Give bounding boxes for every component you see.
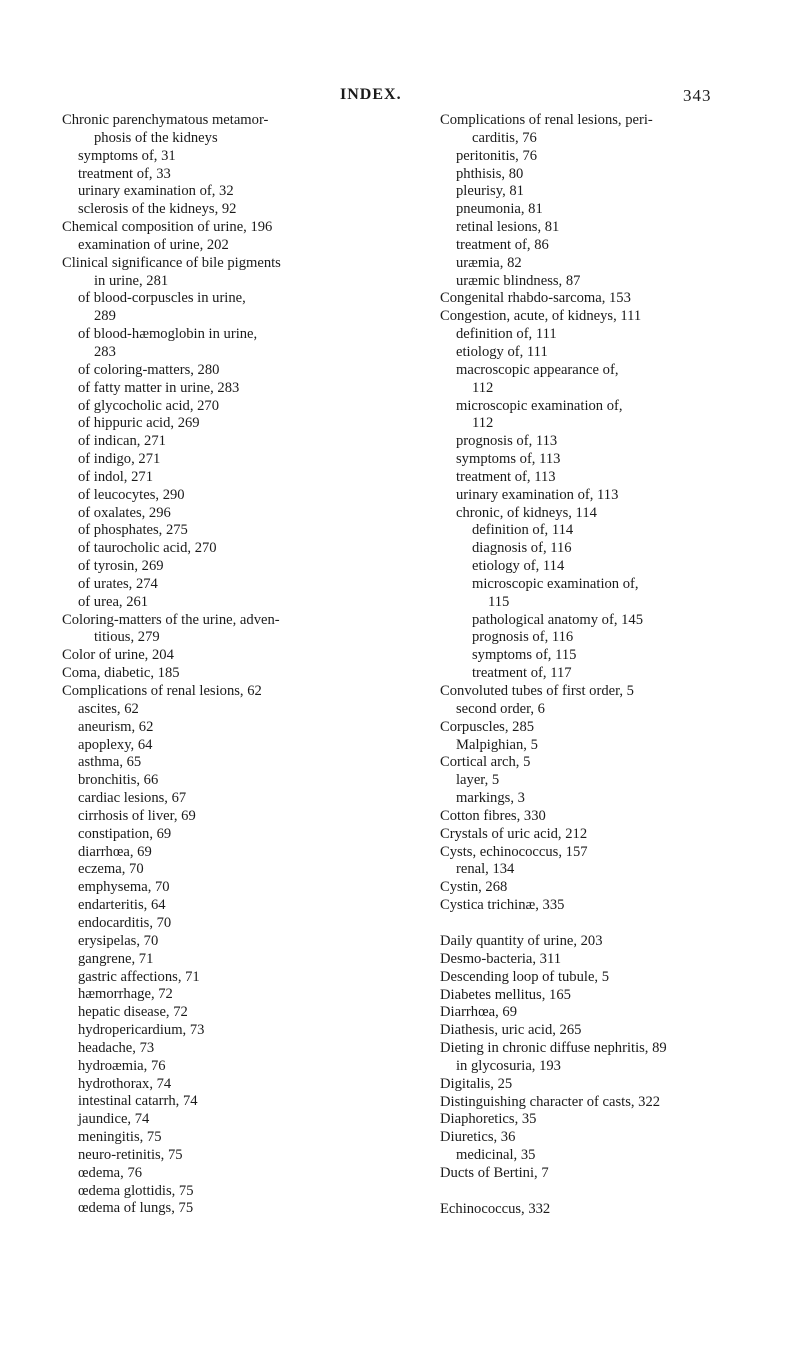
index-subentry: symptoms of, 115 bbox=[472, 647, 577, 664]
index-entry: Complications of renal lesions, peri- bbox=[440, 112, 653, 128]
index-subentry: cardiac lesions, 67 bbox=[78, 790, 187, 807]
index-subentry: gastric affections, 71 bbox=[78, 968, 200, 985]
index-subentry: prognosis of, 116 bbox=[472, 629, 574, 646]
index-subentry: pneumonia, 81 bbox=[456, 201, 543, 218]
index-subentry: of phosphates, 275 bbox=[78, 522, 188, 539]
index-subentry: Malpighian, 5 bbox=[456, 736, 538, 753]
index-subentry: pleurisy, 81 bbox=[456, 183, 524, 200]
index-entry: Congestion, acute, of kidneys, 111 bbox=[440, 308, 642, 325]
index-subentry: apoplexy, 64 bbox=[78, 736, 153, 753]
index-column-right bbox=[440, 112, 770, 1219]
index-subentry: treatment of, 113 bbox=[456, 468, 556, 485]
index-subentry: 283 bbox=[94, 343, 116, 360]
index-subentry: phosis of the kidneys bbox=[94, 129, 218, 146]
index-subentry: 289 bbox=[94, 308, 116, 325]
index-entry: Color of urine, 204 bbox=[62, 647, 174, 664]
index-subentry: asthma, 65 bbox=[78, 754, 142, 771]
index-subentry: intestinal catarrh, 74 bbox=[78, 1093, 198, 1110]
index-subentry: macroscopic appearance of, bbox=[456, 361, 619, 378]
index-subentry: constipation, 69 bbox=[78, 825, 172, 842]
index-subentry: treatment of, 86 bbox=[456, 236, 549, 253]
index-subentry: in glycosuria, 193 bbox=[456, 1057, 561, 1074]
index-entry: Complications of renal lesions, 62 bbox=[62, 683, 262, 699]
index-entry: Clinical significance of bile pigments bbox=[62, 254, 281, 271]
index-subentry: medicinal, 35 bbox=[456, 1147, 536, 1164]
index-section-gap bbox=[440, 915, 770, 933]
index-subentry: pathological anatomy of, 145 bbox=[472, 611, 644, 628]
index-subentry: jaundice, 74 bbox=[78, 1111, 150, 1128]
index-entry: Coloring-matters of the urine, adven- bbox=[62, 611, 280, 628]
index-subentry: 112 bbox=[472, 379, 494, 396]
index-subentry: titious, 279 bbox=[94, 629, 160, 646]
index-subentry: œdema, 76 bbox=[78, 1164, 143, 1181]
index-subentry: gangrene, 71 bbox=[78, 950, 154, 967]
index-subentry: hydroæmia, 76 bbox=[78, 1057, 166, 1074]
index-entry: Congenital rhabdo-sarcoma, 153 bbox=[440, 290, 631, 307]
index-entry: Diathesis, uric acid, 265 bbox=[440, 1022, 582, 1039]
index-entry: Diaphoretics, 35 bbox=[440, 1111, 537, 1128]
index-subentry: hepatic disease, 72 bbox=[78, 1004, 188, 1021]
index-subentry: urinary examination of, 32 bbox=[78, 183, 234, 200]
index-subentry: of blood-hæmoglobin in urine, bbox=[78, 326, 258, 343]
index-entry: Cortical arch, 5 bbox=[440, 754, 531, 771]
index-subentry: œdema of lungs, 75 bbox=[78, 1200, 194, 1217]
index-entry: Crystals of uric acid, 212 bbox=[440, 825, 588, 842]
index-entry: Dieting in chronic diffuse nephritis, 89 bbox=[440, 1040, 667, 1057]
index-subentry: of oxalates, 296 bbox=[78, 504, 171, 521]
index-subentry: of tyrosin, 269 bbox=[78, 558, 164, 575]
index-subentry: in urine, 281 bbox=[94, 272, 169, 289]
running-head-title: INDEX. bbox=[340, 86, 402, 103]
index-subentry: aneurism, 62 bbox=[78, 718, 154, 735]
index-subentry: endarteritis, 64 bbox=[78, 897, 166, 914]
index-subentry: markings, 3 bbox=[456, 790, 525, 807]
index-subentry: peritonitis, 76 bbox=[456, 147, 538, 164]
index-subentry: microscopic examination of, bbox=[456, 397, 623, 414]
index-subentry: uræmic blindness, 87 bbox=[456, 272, 581, 289]
index-subentry: bronchitis, 66 bbox=[78, 772, 159, 789]
index-subentry: of indigo, 271 bbox=[78, 451, 161, 468]
index-subentry: of glycocholic acid, 270 bbox=[78, 397, 220, 414]
index-entry: Chronic parenchymatous metamor- bbox=[62, 112, 269, 128]
index-subentry: of indol, 271 bbox=[78, 468, 153, 485]
index-subentry: of coloring-matters, 280 bbox=[78, 361, 220, 378]
index-subentry: treatment of, 117 bbox=[472, 665, 572, 682]
index-subentry: erysipelas, 70 bbox=[78, 932, 159, 949]
index-entry: Diarrhœa, 69 bbox=[440, 1004, 517, 1021]
index-subentry: prognosis of, 113 bbox=[456, 433, 558, 450]
index-subentry: renal, 134 bbox=[456, 861, 515, 878]
index-entry: Distinguishing character of casts, 322 bbox=[440, 1093, 661, 1110]
index-subentry: sclerosis of the kidneys, 92 bbox=[78, 201, 237, 218]
index-subentry: of blood-corpuscles in urine, bbox=[78, 290, 246, 307]
index-subentry: of hippuric acid, 269 bbox=[78, 415, 200, 432]
index-subentry: examination of urine, 202 bbox=[78, 236, 229, 253]
index-subentry: etiology of, 111 bbox=[456, 343, 548, 360]
index-subentry: hæmorrhage, 72 bbox=[78, 986, 173, 1003]
index-subentry: of fatty matter in urine, 283 bbox=[78, 379, 240, 396]
index-subentry: uræmia, 82 bbox=[456, 254, 522, 271]
index-subentry: of taurocholic acid, 270 bbox=[78, 540, 217, 557]
index-entry: Desmo-bacteria, 311 bbox=[440, 950, 562, 967]
index-subentry: endocarditis, 70 bbox=[78, 914, 172, 931]
index-subentry: treatment of, 33 bbox=[78, 165, 171, 182]
page-number: 343 bbox=[683, 86, 712, 105]
index-entry: Chemical composition of urine, 196 bbox=[62, 219, 273, 236]
index-entry: Descending loop of tubule, 5 bbox=[440, 968, 610, 985]
index-subentry: symptoms of, 31 bbox=[78, 147, 176, 164]
index-subentry: of leucocytes, 290 bbox=[78, 486, 185, 503]
index-subentry: œdema glottidis, 75 bbox=[78, 1182, 194, 1199]
index-entry: Digitalis, 25 bbox=[440, 1075, 513, 1092]
index-entry: Coma, diabetic, 185 bbox=[62, 665, 180, 682]
index-subentry: definition of, 111 bbox=[456, 326, 557, 343]
index-subentry: retinal lesions, 81 bbox=[456, 219, 560, 236]
index-subentry: etiology of, 114 bbox=[472, 558, 565, 575]
index-entry: Cystin, 268 bbox=[440, 879, 508, 896]
index-subentry: eczema, 70 bbox=[78, 861, 144, 878]
index-subentry: chronic, of kidneys, 114 bbox=[456, 504, 597, 521]
index-subentry: meningitis, 75 bbox=[78, 1129, 162, 1146]
index-subentry: layer, 5 bbox=[456, 772, 500, 789]
index-entry: Diuretics, 36 bbox=[440, 1129, 516, 1146]
index-subentry: diagnosis of, 116 bbox=[472, 540, 572, 557]
index-subentry: 115 bbox=[488, 593, 510, 610]
index-subentry: emphysema, 70 bbox=[78, 879, 170, 896]
index-subentry: hydropericardium, 73 bbox=[78, 1022, 205, 1039]
index-entry: Corpuscles, 285 bbox=[440, 718, 535, 735]
index-section-gap bbox=[440, 1183, 770, 1201]
index-subentry: microscopic examination of, bbox=[472, 575, 639, 592]
index-column-left bbox=[62, 112, 400, 1218]
running-head bbox=[0, 86, 800, 110]
index-subentry: symptoms of, 113 bbox=[456, 451, 561, 468]
index-subentry: of urates, 274 bbox=[78, 575, 158, 592]
index-entry: Convoluted tubes of first order, 5 bbox=[440, 683, 634, 699]
index-subentry: diarrhœa, 69 bbox=[78, 843, 152, 860]
index-subentry: second order, 6 bbox=[456, 700, 545, 717]
index-subentry: urinary examination of, 113 bbox=[456, 486, 619, 503]
index-subentry: cirrhosis of liver, 69 bbox=[78, 807, 196, 824]
index-entry: Daily quantity of urine, 203 bbox=[440, 932, 603, 949]
index-subentry: neuro-retinitis, 75 bbox=[78, 1146, 183, 1163]
index-subentry: of urea, 261 bbox=[78, 593, 149, 610]
index-entry: Ducts of Bertini, 7 bbox=[440, 1164, 549, 1181]
index-subentry: carditis, 76 bbox=[472, 129, 537, 146]
index-subentry: headache, 73 bbox=[78, 1039, 155, 1056]
index-subentry: of indican, 271 bbox=[78, 433, 166, 450]
index-subentry: ascites, 62 bbox=[78, 700, 139, 717]
index-entry: Cystica trichinæ, 335 bbox=[440, 897, 565, 914]
index-entry: Cotton fibres, 330 bbox=[440, 807, 546, 824]
index-subentry: hydrothorax, 74 bbox=[78, 1075, 172, 1092]
index-subentry: definition of, 114 bbox=[472, 522, 574, 539]
index-subentry: phthisis, 80 bbox=[456, 165, 524, 182]
index-subentry: 112 bbox=[472, 415, 494, 432]
index-entry: Cysts, echinococcus, 157 bbox=[440, 843, 588, 860]
index-entry: Diabetes mellitus, 165 bbox=[440, 986, 571, 1003]
index-entry: Echinococcus, 332 bbox=[440, 1200, 551, 1217]
